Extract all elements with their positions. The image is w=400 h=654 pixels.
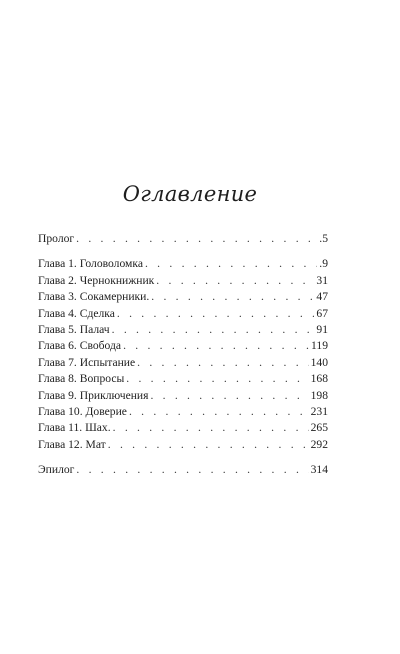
toc-entry-page: 265 [310,421,328,435]
toc-entry-page: 91 [316,322,328,336]
dot-leader [145,256,317,272]
toc-entry-chapter-4 [38,306,328,322]
toc-entry-chapter-2 [38,273,328,289]
toc-entry-page: 31 [316,273,328,287]
toc-entry-label: Глава 10. Доверие [38,404,127,418]
dot-leader [137,355,308,371]
dot-leader [126,371,308,387]
toc-entry-page: 47 [316,290,328,304]
dot-leader [108,437,309,453]
table-of-contents [38,231,328,478]
dot-leader [112,322,315,338]
dot-leader [76,231,317,247]
toc-entry-label: Глава 11. Шах. [38,421,111,435]
toc-entry-chapter-9 [38,388,328,404]
toc-entry-label: Глава 4. Сделка [38,306,115,320]
toc-entry-label: Глава 5. Палач [38,322,110,336]
toc-entry-page: 67 [316,306,328,320]
toc-entry-label: Глава 12. Мат [38,437,106,451]
toc-entry-label: Пролог [38,232,75,245]
toc-entry-page: .5 [319,232,328,245]
toc-entry-chapter-12 [38,437,328,453]
dot-leader [113,420,309,436]
toc-entry-label: Глава 7. Испытание [38,355,136,369]
dot-leader [76,462,308,478]
toc-entry-page: 292 [310,437,328,451]
toc-entry-prologue [38,231,328,247]
toc-entry-chapter-8 [38,371,328,387]
toc-entry-label: Глава 2. Чернокнижник [38,273,155,287]
toc-entry-chapter-6 [38,338,328,354]
toc-entry-page: .9 [319,257,328,271]
toc-entry-label: Глава 3. Сокамерники. [38,290,150,304]
toc-entry-label: Глава 9. Приключения [38,388,149,402]
toc-entry-chapter-3 [38,289,328,305]
toc-entry-epilogue [38,462,328,478]
toc-entry-label: Глава 1. Головоломка [38,257,143,271]
dot-leader [123,338,309,354]
toc-entry-page: 168 [310,372,328,386]
toc-entry-page: 231 [310,404,328,418]
dot-leader [129,404,309,420]
toc-entry-page: 314 [310,463,328,477]
toc-entry-label: Глава 8. Вопросы [38,372,125,386]
dot-leader [150,388,308,404]
page-title: Оглавление [122,182,258,206]
toc-entry-chapter-5 [38,322,328,338]
dot-leader [156,273,314,289]
toc-entry-chapter-10 [38,404,328,420]
dot-leader [151,289,314,305]
toc-entry-chapter-7 [38,355,328,371]
toc-entry-label: Глава 6. Свобода [38,339,122,353]
dot-leader [117,306,315,322]
toc-entry-page: 198 [310,388,328,402]
toc-entry-chapter-11 [38,420,328,436]
toc-entry-label: Эпилог [38,463,75,477]
toc-entry-page: 119 [311,339,328,353]
toc-entry-chapter-1 [38,256,328,272]
toc-entry-page: 140 [310,355,328,369]
